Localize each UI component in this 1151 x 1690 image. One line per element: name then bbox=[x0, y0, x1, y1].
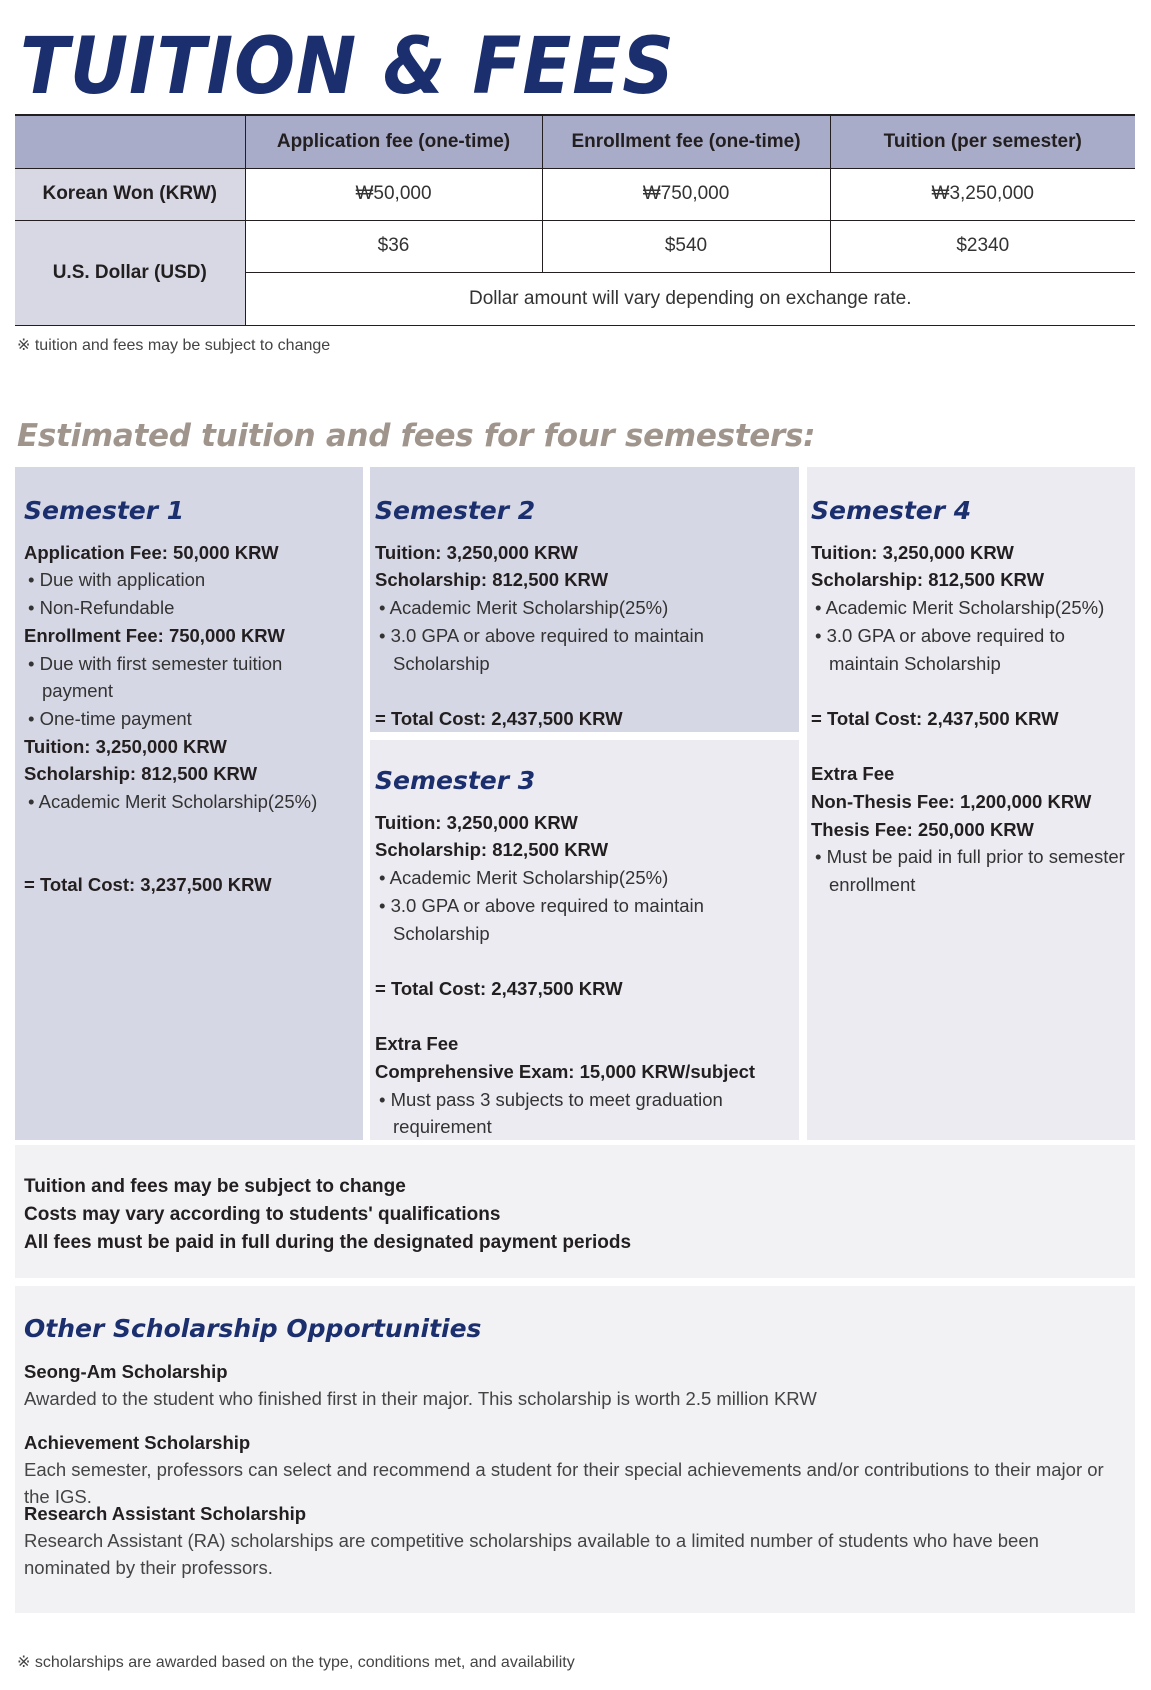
s3-tuition: Tuition: 3,250,000 KRW bbox=[375, 811, 578, 833]
s4-extra-fee-heading: Extra Fee bbox=[811, 763, 895, 785]
list-item: • Academic Merit Scholarship(25%) bbox=[379, 867, 669, 889]
s2-scholarship: Scholarship: 812,500 KRW bbox=[375, 569, 609, 591]
s3-total-cost: = Total Cost: 2,437,500 KRW bbox=[375, 977, 623, 999]
s3-scholarship: Scholarship: 812,500 KRW bbox=[375, 839, 609, 861]
semester-1-title: Semester 1 bbox=[24, 496, 185, 525]
row-label-usd: U.S. Dollar (USD) bbox=[15, 220, 245, 325]
note-line: All fees must be paid in full during the designated payment periods bbox=[24, 1232, 632, 1253]
fee-table-corner bbox=[15, 115, 245, 168]
estimate-heading: Estimated tuition and fees for four semesters: bbox=[17, 418, 816, 454]
note-line: Tuition and fees may be subject to change bbox=[24, 1176, 406, 1197]
semester-2-panel bbox=[370, 467, 799, 732]
table-row-usd bbox=[15, 220, 1135, 272]
s1-scholarship: Scholarship: 812,500 KRW bbox=[24, 763, 258, 785]
list-item: • 3.0 GPA or above required to maintain Scholarship bbox=[379, 894, 704, 944]
s4-thesis-fee: Thesis Fee: 250,000 KRW bbox=[811, 818, 1034, 840]
fee-table-header-row bbox=[15, 115, 1135, 168]
usd-exchange-note: Dollar amount will vary depending on exchange rate. bbox=[245, 272, 1135, 325]
list-item: • 3.0 GPA or above required to maintain Scholarship bbox=[379, 624, 704, 674]
s1-total-cost: = Total Cost: 3,237,500 KRW bbox=[24, 874, 272, 896]
list-item: • Non-Refundable bbox=[28, 597, 175, 619]
scholarship-name: Research Assistant Scholarship bbox=[24, 1503, 307, 1524]
col-tuition: Tuition (per semester) bbox=[830, 115, 1135, 168]
list-item bbox=[24, 1358, 1115, 1412]
semester-4-title: Semester 4 bbox=[811, 496, 972, 525]
scholarships-panel bbox=[15, 1286, 1135, 1613]
scholarship-desc: Each semester, professors can select and recommend a student for their special achievements and/or contributions to their major or the IGS. bbox=[24, 1459, 1104, 1507]
s4-total-cost: = Total Cost: 2,437,500 KRW bbox=[811, 707, 1059, 729]
list-item bbox=[24, 1500, 1115, 1581]
s4-tuition: Tuition: 3,250,000 KRW bbox=[811, 541, 1014, 563]
usd-enrollment-fee: $540 bbox=[542, 220, 830, 272]
s4-nonthesis-fee: Non-Thesis Fee: 1,200,000 KRW bbox=[811, 791, 1092, 812]
table-row-krw bbox=[15, 168, 1135, 220]
semester-3-title: Semester 3 bbox=[375, 766, 536, 795]
fee-table bbox=[15, 114, 1135, 326]
krw-enrollment-fee: ₩750,000 bbox=[542, 168, 830, 220]
usd-tuition: $2340 bbox=[830, 220, 1135, 272]
list-item: • Due with first semester tuition payment bbox=[28, 652, 283, 702]
list-item: • Due with application bbox=[28, 569, 206, 591]
scholarship-desc: Research Assistant (RA) scholarships are competitive scholarships available to a limited number of students who have been nominated by their professors. bbox=[24, 1530, 1039, 1578]
semester-2-title: Semester 2 bbox=[375, 496, 536, 525]
semester-3-panel bbox=[370, 740, 799, 1140]
s2-tuition: Tuition: 3,250,000 KRW bbox=[375, 541, 578, 563]
krw-application-fee: ₩50,000 bbox=[245, 168, 542, 220]
semester-4-panel bbox=[807, 467, 1135, 1140]
table-footnote: ※ tuition and fees may be subject to change bbox=[17, 337, 331, 354]
list-item: • Must be paid in full prior to semester enrollment bbox=[815, 846, 1125, 896]
scholarships-heading: Other Scholarship Opportunities bbox=[24, 1314, 482, 1343]
page-title: TUITION & FEES bbox=[20, 22, 675, 112]
scholarship-desc: Awarded to the student who finished first in their major. This scholarship is worth 2.5 million KRW bbox=[24, 1388, 817, 1409]
list-item: • 3.0 GPA or above required to maintain Scholarship bbox=[815, 624, 1065, 674]
s1-enrollment-fee: Enrollment Fee: 750,000 KRW bbox=[24, 624, 285, 646]
notes-panel bbox=[15, 1145, 1135, 1278]
list-item bbox=[24, 1429, 1115, 1510]
s3-exam-fee: Comprehensive Exam: 15,000 KRW/subject bbox=[375, 1061, 756, 1082]
s2-total-cost: = Total Cost: 2,437,500 KRW bbox=[375, 707, 623, 729]
s1-tuition: Tuition: 3,250,000 KRW bbox=[24, 735, 227, 757]
footer-note: ※ scholarships are awarded based on the type, conditions met, and availability bbox=[17, 1654, 575, 1671]
s3-extra-fee-heading: Extra Fee bbox=[375, 1033, 459, 1055]
usd-application-fee: $36 bbox=[245, 220, 542, 272]
krw-tuition: ₩3,250,000 bbox=[830, 168, 1135, 220]
list-item: • Must pass 3 subjects to meet graduation requirement bbox=[379, 1088, 723, 1138]
list-item: • Academic Merit Scholarship(25%) bbox=[815, 597, 1105, 619]
s4-scholarship: Scholarship: 812,500 KRW bbox=[811, 569, 1045, 591]
s1-application-fee: Application Fee: 50,000 KRW bbox=[24, 541, 279, 563]
note-line: Costs may vary according to students' qualifications bbox=[24, 1204, 501, 1225]
col-application-fee: Application fee (one-time) bbox=[245, 115, 542, 168]
list-item: • Academic Merit Scholarship(25%) bbox=[379, 597, 669, 619]
semester-1-panel bbox=[15, 467, 363, 1140]
scholarship-name: Seong-Am Scholarship bbox=[24, 1361, 228, 1382]
list-item: • Academic Merit Scholarship(25%) bbox=[28, 791, 318, 813]
scholarship-name: Achievement Scholarship bbox=[24, 1432, 251, 1453]
row-label-krw: Korean Won (KRW) bbox=[15, 168, 245, 220]
col-enrollment-fee: Enrollment fee (one-time) bbox=[542, 115, 830, 168]
list-item: • One-time payment bbox=[28, 707, 192, 729]
